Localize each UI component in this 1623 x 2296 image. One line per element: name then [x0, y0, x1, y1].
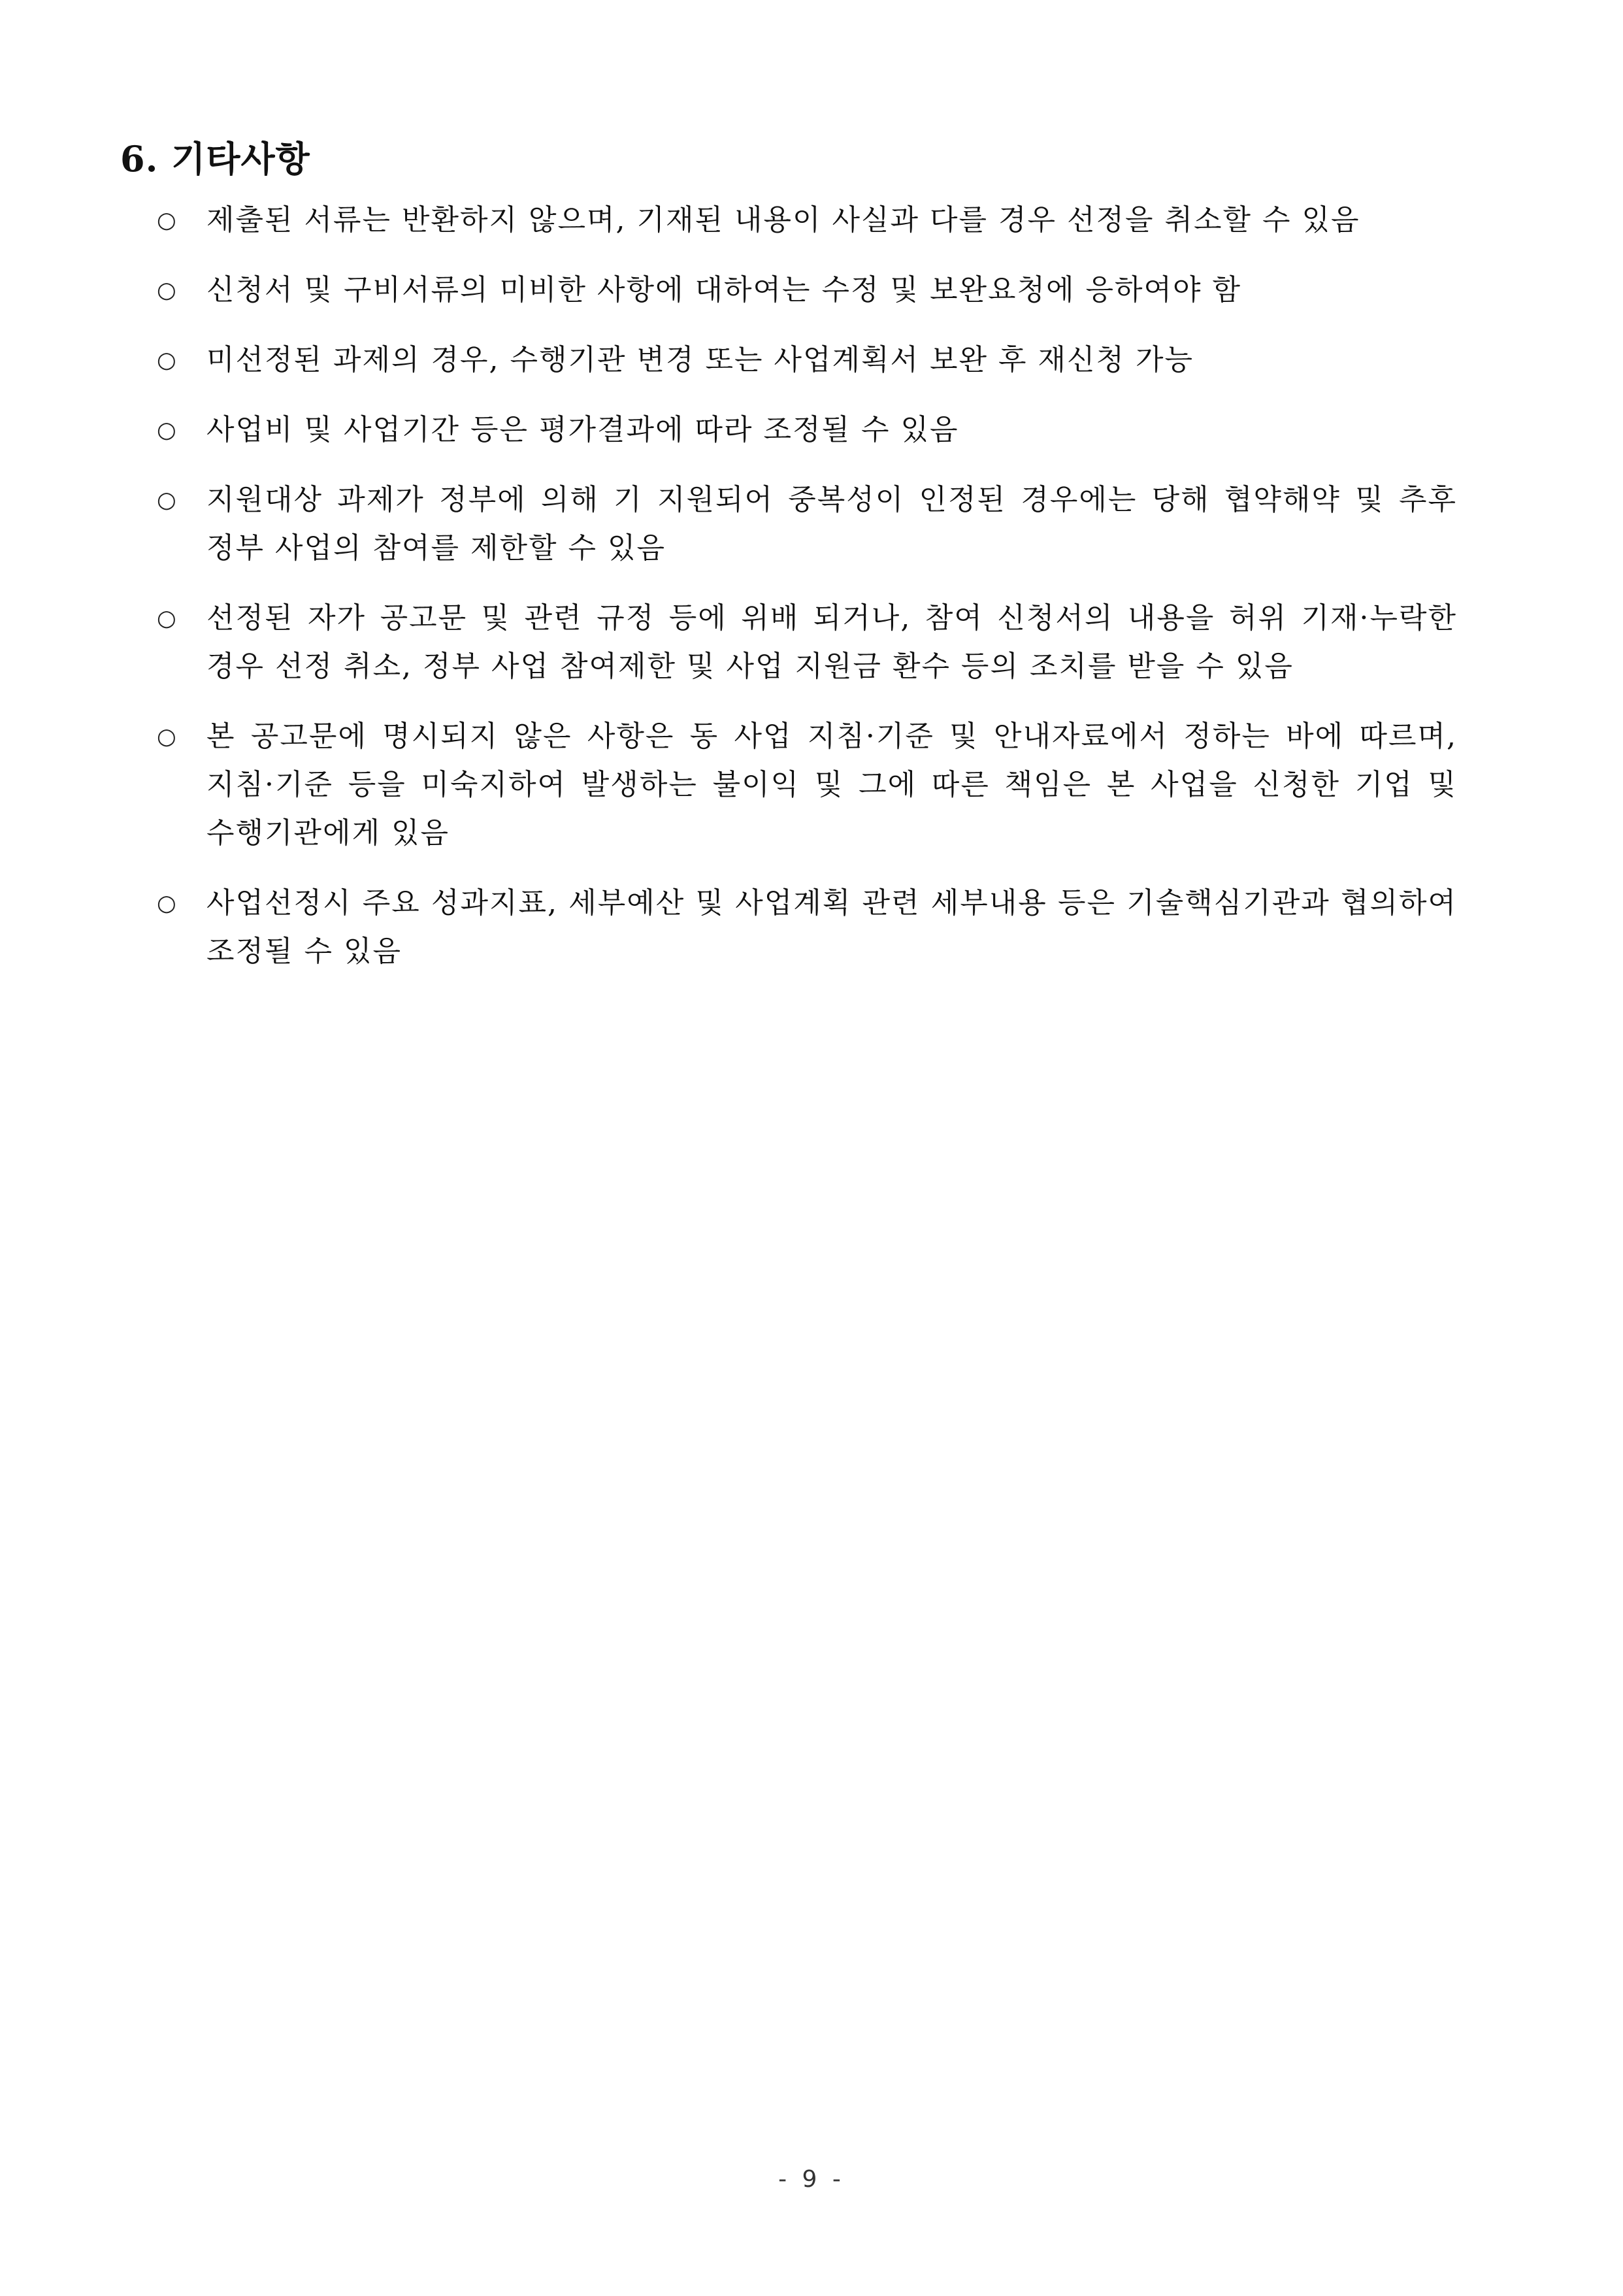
bullet-icon: ○: [157, 605, 176, 631]
bullet-icon: ○: [157, 347, 176, 373]
list-item-text: 사업비 및 사업기간 등은 평가결과에 따라 조정될 수 있음: [206, 413, 959, 446]
list-item-text: 본 공고문에 명시되지 않은 사항은 동 사업 지침·기준 및 안내자료에서 정하는 바에 따르며, 지침·기준 등을 미숙지하여 발생하는 불이익 및 그에 따른 책임은 본 사업을 신청한 기업 및 수행기관에게 있음: [206, 720, 1457, 850]
list-item: [157, 266, 1457, 314]
page-number: - 9 -: [778, 2166, 845, 2193]
list-item-text: 선정된 자가 공고문 및 관련 규정 등에 위배 되거나, 참여 신청서의 내용을 허위 기재·누락한 경우 선정 취소, 정부 사업 참여제한 및 사업 지원금 환수 등의 조치를 받을 수 있음: [206, 601, 1457, 683]
bullet-icon: ○: [157, 487, 176, 513]
bullet-icon: ○: [157, 724, 176, 750]
list-item-text: 지원대상 과제가 정부에 의해 기 지원되어 중복성이 인정된 경우에는 당해 협약해약 및 추후 정부 사업의 참여를 제한할 수 있음: [206, 483, 1457, 565]
list-item-text: 제출된 서류는 반환하지 않으며, 기재된 내용이 사실과 다를 경우 선정을 취소할 수 있음: [206, 203, 1360, 237]
list-item: [157, 712, 1457, 857]
list-item-text: 미선정된 과제의 경우, 수행기관 변경 또는 사업계획서 보완 후 재신청 가능: [206, 343, 1194, 376]
list-item-text: 사업선정시 주요 성과지표, 세부예산 및 사업계획 관련 세부내용 등은 기술핵심기관과 협의하여 조정될 수 있음: [206, 886, 1457, 968]
list-item: [157, 336, 1457, 384]
bullet-icon: ○: [157, 890, 176, 916]
list-item-text: 신청서 및 구비서류의 미비한 사항에 대하여는 수정 및 보완요청에 응하여야 함: [206, 273, 1241, 307]
bullet-icon: ○: [157, 277, 176, 303]
bullet-icon: ○: [157, 417, 176, 443]
list-item: [157, 879, 1457, 976]
notice-list: [157, 196, 1457, 997]
list-item: [157, 476, 1457, 573]
list-item: [157, 196, 1457, 244]
section-title: 6. 기타사항: [120, 138, 310, 180]
list-item: [157, 594, 1457, 691]
list-item: [157, 406, 1457, 454]
bullet-icon: ○: [157, 207, 176, 233]
